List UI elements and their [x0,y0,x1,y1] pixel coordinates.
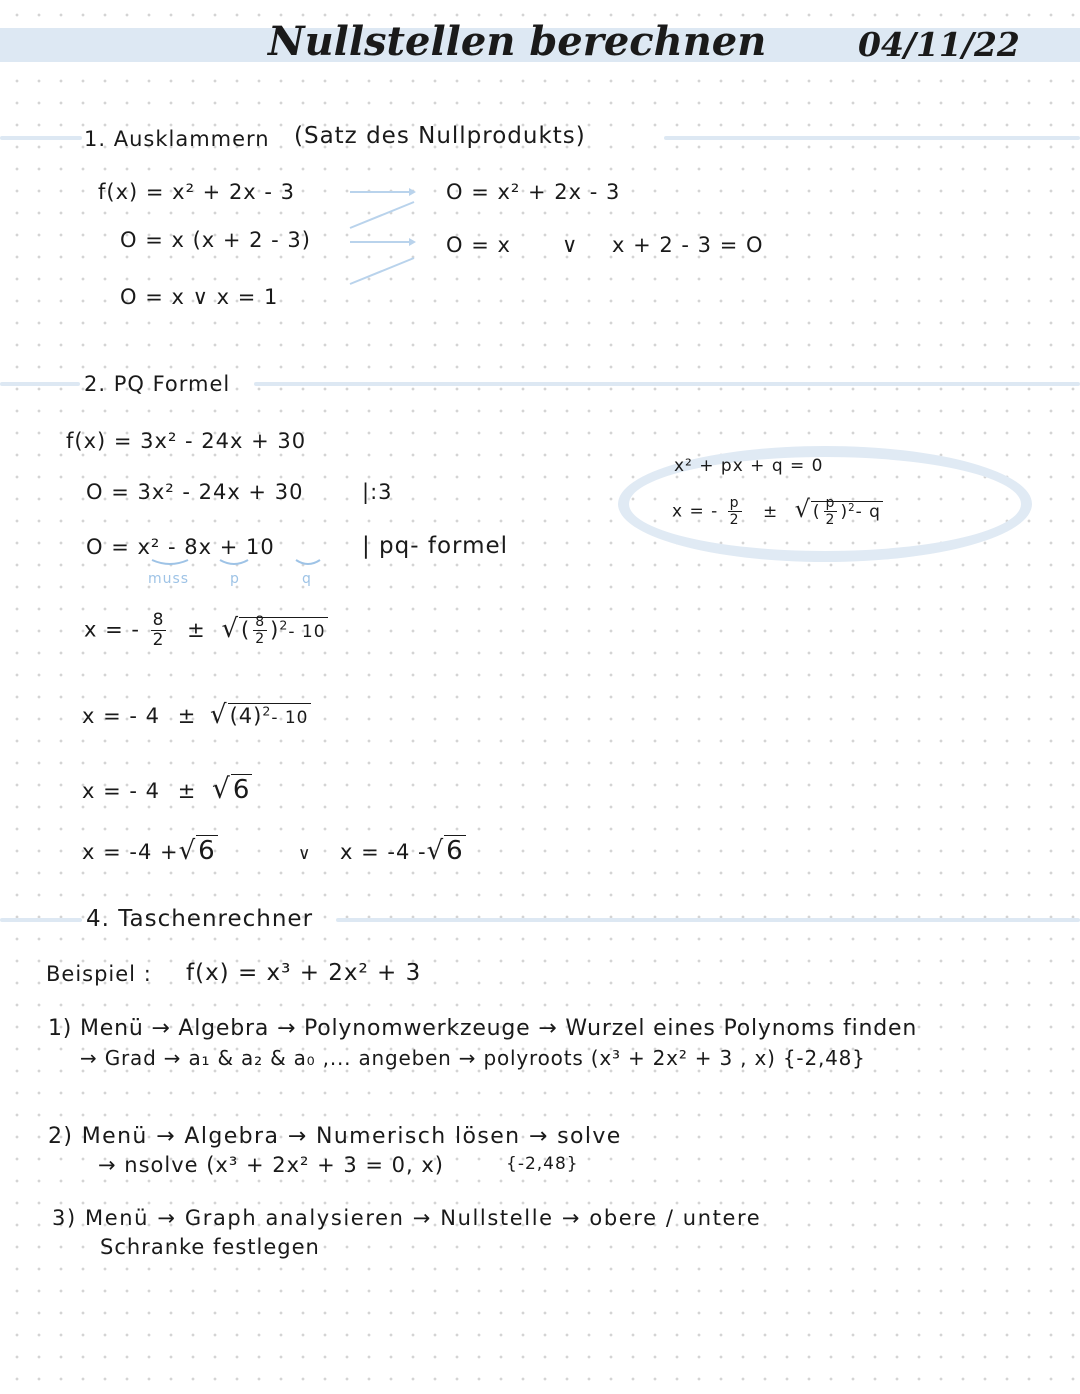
equation: O = x [446,233,511,257]
method-1-line-2: → Grad → a₁ & a₂ & a₀ ,... angeben → polyroots (x³ + 2x² + 3 , x) {-2,48} [80,1046,866,1070]
equation: O = x² - 8x + 10 [86,535,275,559]
section-rule [336,918,1080,922]
label-p: p [230,571,240,587]
step-lhs: x = - [84,617,140,642]
label-q: q [302,571,312,587]
method-2-result: {-2,48} [506,1154,579,1174]
fraction: $\frac{8}{2}$ [152,610,165,650]
step-lhs: x = - 4 [82,779,160,803]
or-symbol: ∨ [298,844,312,864]
page-date: 04/11/22 [858,25,1020,64]
formula-line: x² + px + q = 0 [674,456,824,476]
section-heading: 4. Taschenrechner [86,906,314,932]
brace-marks [148,558,328,570]
method-2-line-2: → nsolve (x³ + 2x² + 3 = 0, x) [98,1153,445,1177]
radicand: 6 [232,775,251,805]
section-heading: 2. PQ Formel [84,372,231,396]
or-symbol: ∨ [562,233,579,257]
section-rule [0,382,80,386]
method-2-line-1: 2) Menü → Algebra → Numerisch lösen → solve [48,1124,622,1149]
result-2: x = -4 -√6 [340,836,464,866]
plus-minus: ± [177,704,197,728]
result-1: x = -4 +√6 [82,836,216,866]
equation: O = x ∨ x = 1 [120,285,279,309]
sqrt-sign: √ [209,700,228,730]
equation: f(x) = x² + 2x - 3 [98,180,296,204]
radicand: ( $\frac{8}{2}$ )$^2$- 10 [241,614,326,647]
section-note: (Satz des Nullprodukts) [294,123,586,149]
radicand: $(4)^2-$ 10 [229,703,309,728]
equation: O = 3x² - 24x + 30 [86,480,304,504]
example-function: f(x) = x³ + 2x² + 3 [186,960,422,986]
method-3-line-1: 3) Menü → Graph analysieren → Nullstelle → obere / untere [52,1206,762,1230]
example-label: Beispiel : [46,962,152,986]
section-rule [254,382,1080,386]
section-rule [0,136,82,140]
sqrt-sign: √ [221,613,240,644]
equation: x + 2 - 3 = O [612,233,764,257]
sqrt-sign: √ [211,772,231,805]
arrow-diagram [346,180,420,292]
equation-note: | pq- formel [362,533,509,559]
step-lhs: x = - 4 [82,704,160,728]
plus-minus: ± [177,779,197,803]
method-1-line-1: 1) Menü → Algebra → Polynomwerkzeuge → Wurzel eines Polynoms finden [48,1016,918,1041]
equation-note: |:3 [362,480,393,504]
method-3-line-2: Schranke festlegen [100,1235,320,1259]
section-heading: 1. Ausklammern [84,127,270,151]
section-rule [664,136,1080,140]
equation: O = x² + 2x - 3 [446,180,621,204]
equation: f(x) = 3x² - 24x + 30 [66,429,307,453]
equation: O = x (x + 2 - 3) [120,228,311,252]
pq-step-3 [82,772,252,805]
pq-step-1 [84,612,328,649]
pq-formula: x = - $\frac{p}{2}$ ± √ ( $\frac{p}{2}$ )$^2$- q [672,494,881,528]
page-title: Nullstellen berechnen [268,18,767,65]
section-rule [0,918,82,922]
pq-step-2 [82,702,311,728]
label-muss: muss [148,571,190,587]
plus-minus: ± [187,617,206,642]
